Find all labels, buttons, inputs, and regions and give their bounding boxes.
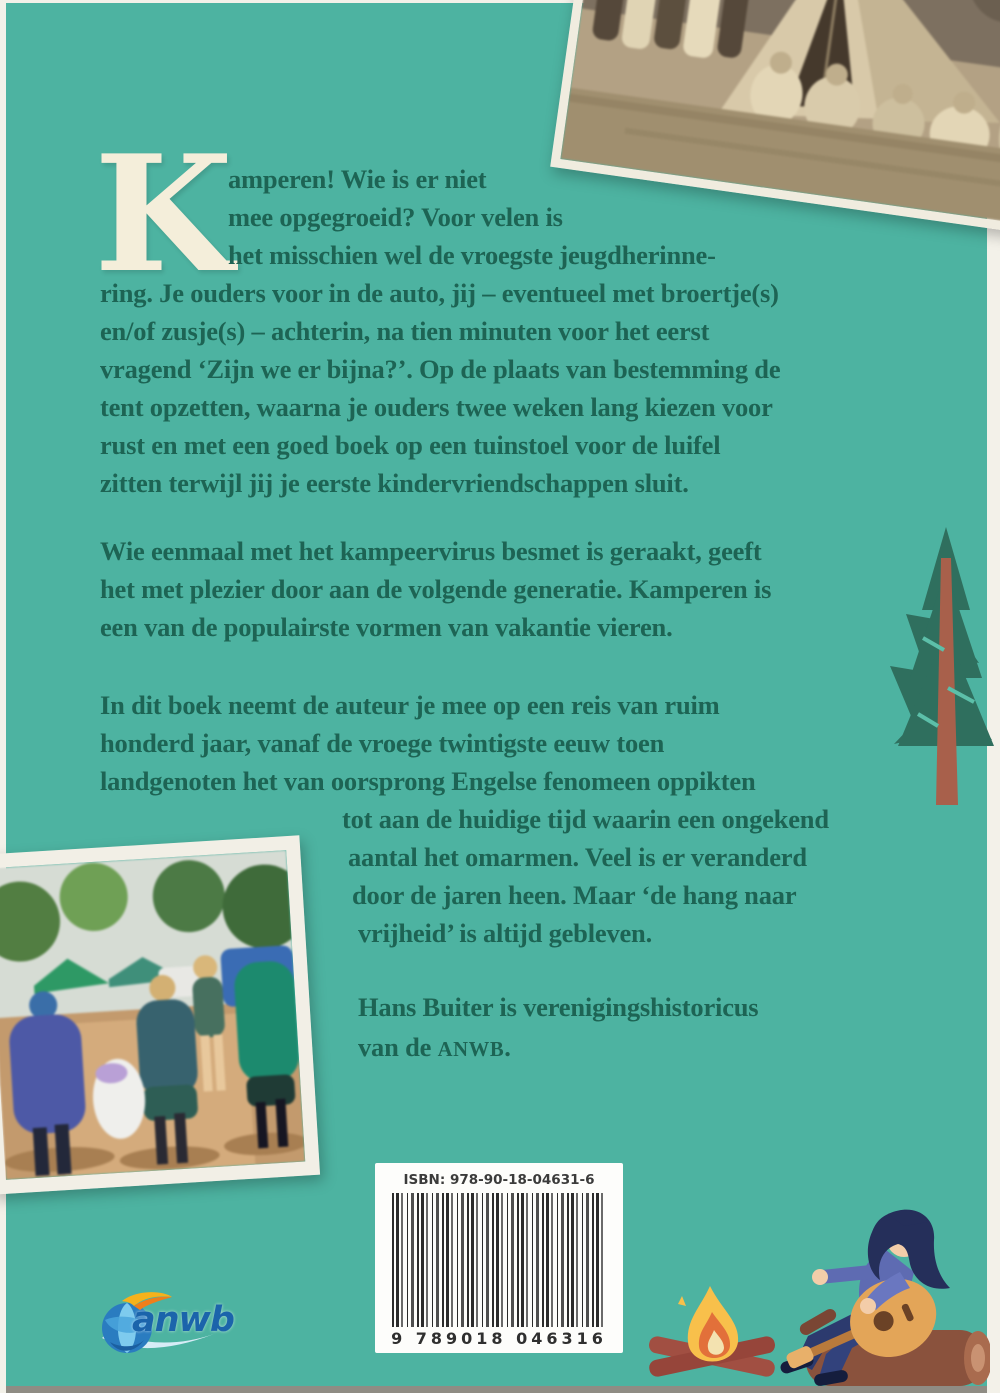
barcode-digits: 9 789018 046316 <box>391 1329 607 1348</box>
paragraph-line: Wie eenmaal met het kampeervirus besmet is geraakt, geeft <box>100 536 762 566</box>
paragraph-line: rust en met een goed boek op een tuinstoel voor de luifel <box>100 430 721 460</box>
paragraph-line: honderd jaar, vanaf de vroege twintigste eeuw toen <box>100 728 665 758</box>
author-line: Hans Buiter is verenigingshistoricus <box>358 992 759 1022</box>
backpackers-photo <box>0 835 320 1194</box>
paragraph-line: en/of zusje(s) – achterin, na tien minuten voor het eerst <box>100 316 710 346</box>
author-line2-post: . <box>504 1032 511 1062</box>
backpackers-photo-art <box>0 850 305 1180</box>
paragraph-line: tent opzetten, waarna je ouders twee weken lang kiezen voor <box>100 392 773 422</box>
paragraph-line: door de jaren heen. Maar ‘de hang naar <box>352 880 797 910</box>
paragraph-line: In dit boek neemt de auteur je mee op een reis van ruim <box>100 690 720 720</box>
author-org: ANWB <box>437 1039 505 1061</box>
paragraph-line: aantal het omarmen. Veel is er veranderd <box>348 842 807 872</box>
paragraph-line: amperen! Wie is er niet <box>228 164 487 194</box>
dropcap-K: K <box>94 120 234 308</box>
paragraph-line: tot aan de huidige tijd waarin een ongekend <box>342 804 829 834</box>
paragraph-line: het misschien wel de vroegste jeugdherinne- <box>228 240 716 270</box>
paragraph-line: het met plezier door aan de volgende generatie. Kamperen is <box>100 574 772 604</box>
anwb-wordmark: anwb <box>132 1300 234 1340</box>
book-bottom-edge <box>6 1386 987 1393</box>
guitarist-illustration <box>768 1188 990 1393</box>
paragraph-line: landgenoten het van oorsprong Engelse fenomeen oppikten <box>100 766 756 796</box>
author-line <box>358 1030 511 1067</box>
barcode <box>392 1193 606 1327</box>
isbn-panel <box>375 1163 623 1353</box>
paragraph-line: zitten terwijl jij je eerste kindervriendschappen sluit. <box>100 468 689 498</box>
paragraph-line: vragend ‘Zijn we er bijna?’. Op de plaats van bestemming de <box>100 354 781 384</box>
paragraph-line: een van de populairste vormen van vakantie vieren. <box>100 612 673 642</box>
paragraph-line: vrijheid’ is altijd gebleven. <box>358 918 653 948</box>
author-line2-pre: van de <box>358 1032 438 1062</box>
paragraph-line: ring. Je ouders voor in de auto, jij – eventueel met broertje(s) <box>100 278 779 308</box>
anwb-logo <box>96 1288 246 1360</box>
pine-tree-illustration <box>878 518 1000 810</box>
paragraph-line: mee opgegroeid? Voor velen is <box>228 202 563 232</box>
isbn-label: ISBN: 978-90-18-04631-6 <box>403 1172 595 1188</box>
